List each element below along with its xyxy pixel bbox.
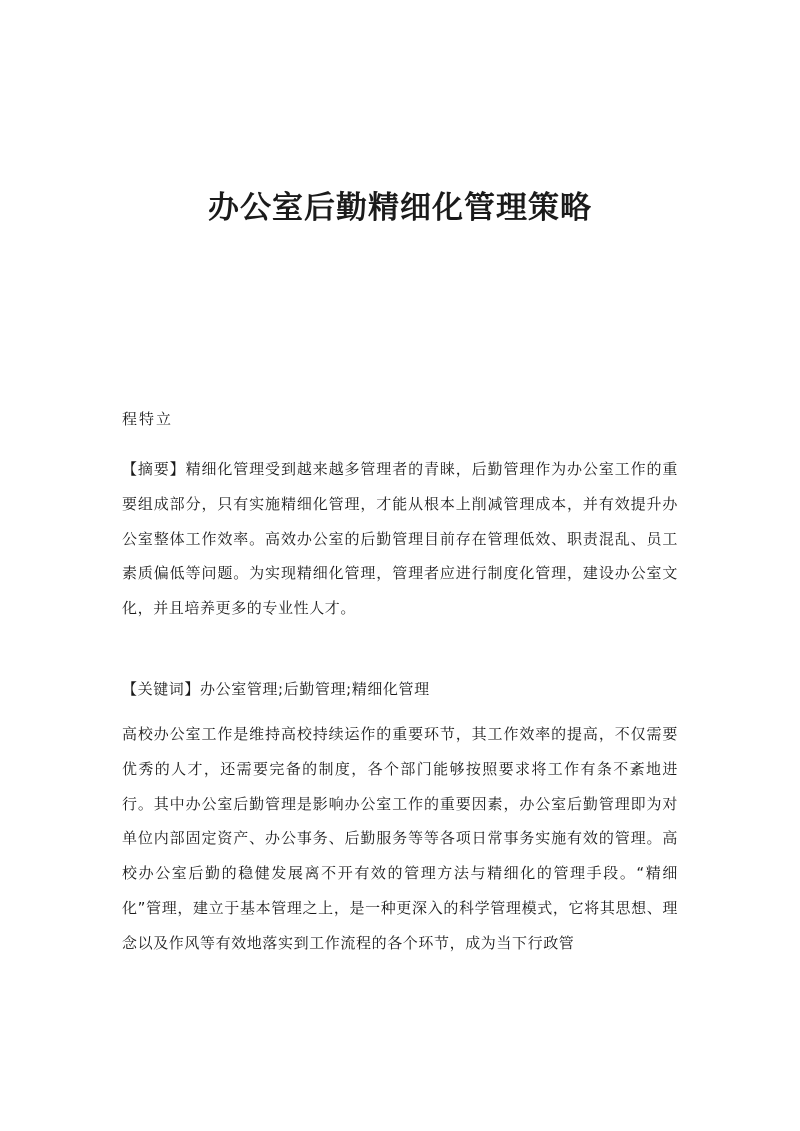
abstract-text: 精细化管理受到越来越多管理者的青睐，后勤管理作为办公室工作的重要组成部分，只有实施精细化管理，才能从根本上削减管理成本，并有效提升办公室整体工作效率。高效办公室的后勤管理目前存在管理低效、职责混乱、员工素质偏低等问题。为实现精细化管理，管理者应进行制度化管理，建设办公室文化，并且培养更多的专业性人才。 bbox=[122, 460, 678, 618]
abstract-paragraph bbox=[122, 452, 678, 626]
keywords-label: 【关键词】 bbox=[122, 680, 201, 698]
body-paragraph: 高校办公室工作是维持高校持续运作的重要环节，其工作效率的提高，不仅需要优秀的人才，还需要完备的制度，各个部门能够按照要求将工作有条不紊地进行。其中办公室后勤管理是影响办公室工作的重要因素，办公室后勤管理即为对单位内部固定资产、办公事务、后勤服务等等各项日常事务实施有效的管理。高校办公室后勤的稳健发展离不开有效的管理方法与精细化的管理手段。“精细化”管理，建立于基本管理之上，是一种更深入的科学管理模式，它将其思想、理念以及作风等有效地落实到工作流程的各个环节，成为当下行政管 bbox=[122, 725, 678, 952]
author-name: 程特立 bbox=[122, 410, 174, 428]
keywords-line bbox=[122, 672, 678, 707]
keywords-text: 办公室管理;后勤管理;精细化管理 bbox=[200, 680, 430, 698]
document-title: 办公室后勤精细化管理策略 bbox=[208, 190, 592, 226]
abstract-label: 【摘要】 bbox=[122, 460, 186, 478]
